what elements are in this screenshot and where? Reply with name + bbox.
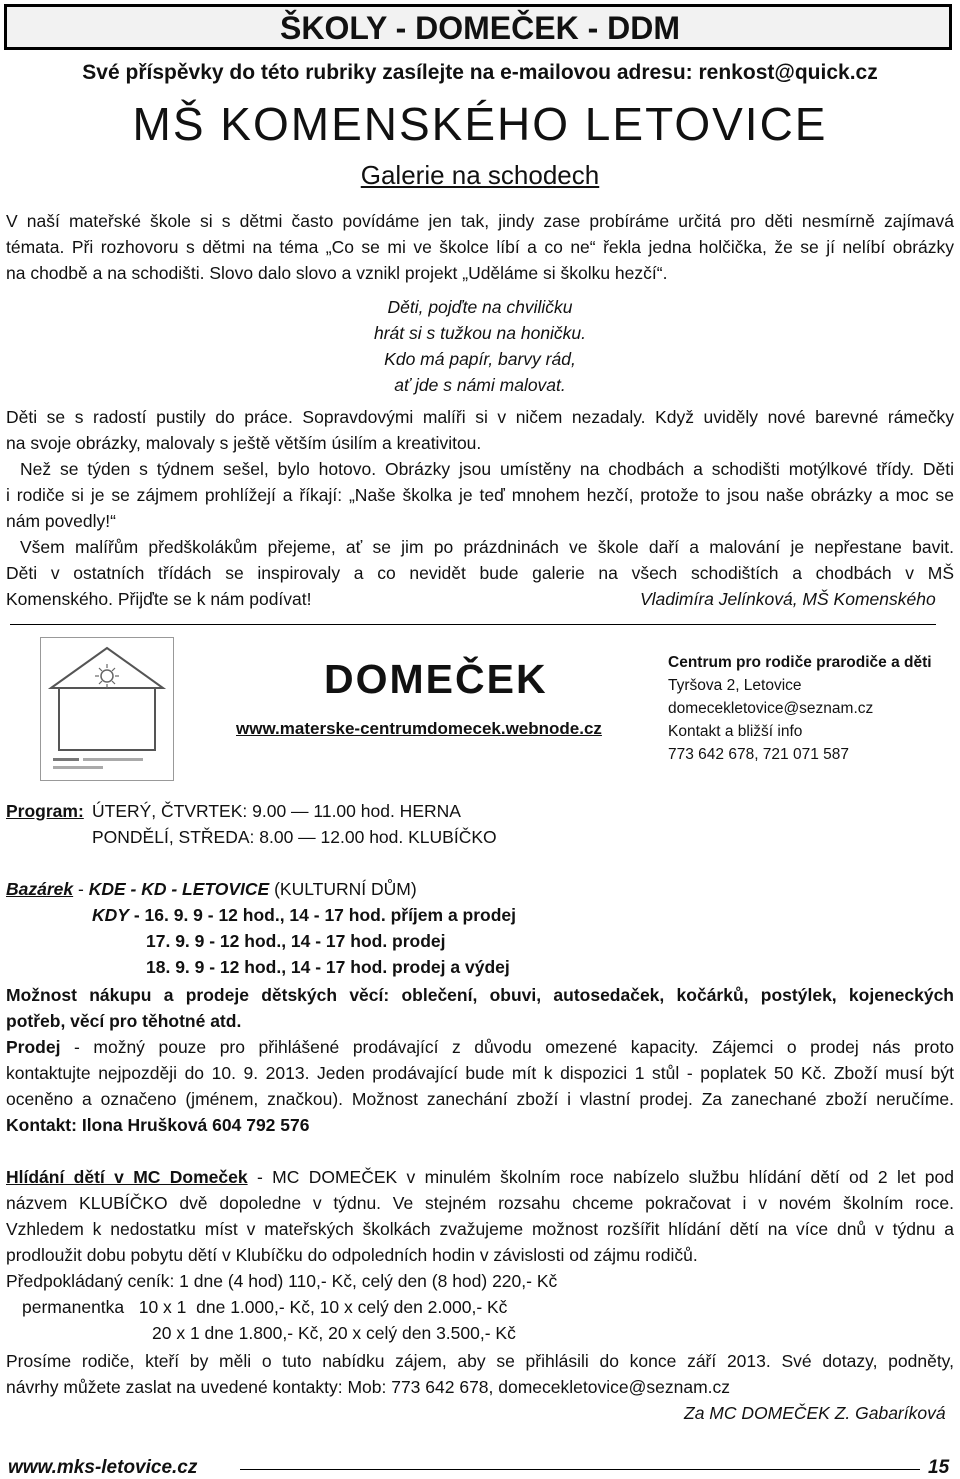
contact-name: Centrum pro rodiče prarodiče a děti xyxy=(668,654,932,671)
bazar-possibility-line: potřeb, věcí pro těhotné atd. xyxy=(6,1011,242,1031)
contact-address: Tyršova 2, Letovice xyxy=(668,677,802,694)
babysitting-line xyxy=(6,1164,954,1190)
program-label: Program: xyxy=(6,801,84,821)
article-title: MŠ KOMENSKÉHO LETOVICE xyxy=(132,98,828,150)
contact-phones: 773 642 678, 721 071 587 xyxy=(668,746,850,763)
poem-line: hrát si s tužkou na honičku. xyxy=(373,323,587,343)
footer-divider xyxy=(240,1469,920,1470)
bazar-date: 18. 9. 9 - 12 hod., 14 - 17 hod. prodej a výdej xyxy=(146,957,510,977)
bazar-prodej-line: oceněno a označeno (jménem, značkou). Možnost zanechání zboží i vlastní prodej. Za zanechané zboží neručíme. xyxy=(6,1089,954,1109)
body-line: Než se týden s týdnem sešel, bylo hotovo. Obrázky jsou umístěny na chodbách a schodišti motýlkové třídy. Děti xyxy=(20,459,954,479)
bazar-date: - 16. 9. 9 - 12 hod., 14 - 17 hod. příjem a prodej xyxy=(133,905,517,925)
domecek-website-link[interactable]: www.materske-centrumdomecek.webnode.cz xyxy=(236,719,602,738)
section-title: ŠKOLY - DOMEČEK - DDM xyxy=(279,10,681,46)
body-line: Děti se s radostí pustily do práce. Sopravdovými malíři si v ničem nezadaly. Když uviděly nové barevné rámečky xyxy=(6,407,954,427)
body-line: Komenského. Přijďte se k nám podívat! xyxy=(6,589,312,609)
section-divider xyxy=(10,624,936,625)
babysitting-line: názvem KLUBÍČKO dvě dopoledne v týdnu. Ve stejném rozsahu chceme pokračovat i v novém školním roce. xyxy=(6,1193,954,1213)
pricing-line: permanentka 10 x 1 dne 1.000,- Kč, 10 x celý den 2.000,- Kč xyxy=(22,1297,508,1317)
bazar-place: KDE - KD - LETOVICE xyxy=(88,879,270,899)
closing-line: návrhy můžete zaslat na uvedené kontakty: Mob: 773 642 678, domecekletovice@seznam.cz xyxy=(6,1377,731,1397)
domecek-title: DOMEČEK xyxy=(324,656,548,702)
bazar-label: Bazárek xyxy=(6,879,74,899)
closing-line: Prosíme rodiče, kteří by měli o tuto nabídku zájem, aby se přihlásili do konce září 2013. Své dotazy, podněty, xyxy=(6,1351,954,1371)
babysitting-line: Vzhledem k nedostatku míst v mateřských školkách zvažujeme možnost rozšířit hlídání dětí na více dnů v týdnu a xyxy=(6,1219,954,1239)
contact-email[interactable]: domecekletovice@seznam.cz xyxy=(668,700,874,717)
prodej-text: - možný pouze pro přihlášené prodávající z důvodu omezené kapacity. Zájemci o prodej nás proto xyxy=(60,1037,954,1057)
poem-line: Děti, pojďte na chviličku xyxy=(387,297,573,317)
babysitting-signature: Za MC DOMEČEK Z. Gabaríková xyxy=(684,1403,946,1423)
domecek-logo xyxy=(40,637,174,781)
bazar-date: 17. 9. 9 - 12 hod., 14 - 17 hod. prodej xyxy=(146,931,446,951)
page-number: 15 xyxy=(928,1457,950,1478)
intro-line: V naší mateřské škole si s dětmi často povídáme jen tak, jindy zase probíráme určitá pro děti nesmírně zajímavá xyxy=(6,211,954,231)
babysitting-line: prodloužit dobu pobytu dětí v Klubíčku do odpoledních hodin v závislosti od zájmu rodičů. xyxy=(6,1245,698,1265)
program-line: ÚTERÝ, ČTVRTEK: 9.00 — 11.00 hod. HERNA xyxy=(92,801,461,821)
intro-line: témata. Při rozhovoru s dětmi na téma „Co se mi ve školce líbí a co ne“ řekla jedna holčička, že se jí nelíbí obrázky xyxy=(6,237,954,257)
bazar-prodej-line xyxy=(6,1034,954,1060)
body-line: i rodiče si je se zájmem prohlížejí a říkají: „Naše školka je teď mnohem hezčí, protože to jsou naše obrázky a moc se xyxy=(6,485,954,505)
bazar-when-label: KDY xyxy=(92,905,129,925)
submission-note: Své příspěvky do této rubriky zasílejte na e-mailovou adresu: renkost@quick.cz xyxy=(82,61,878,84)
program-line: PONDĚLÍ, STŘEDA: 8.00 — 12.00 hod. KLUBÍČKO xyxy=(92,827,497,847)
body-line: nám povedly!“ xyxy=(6,511,116,531)
bazar-prodej-line: kontaktujte nejpozději do 10. 9. 2013. Jeden prodávající bude mít k dispozici 1 stůl - poplatek 50 Kč. Zboží musí být xyxy=(6,1063,954,1083)
bazar-dash: - xyxy=(73,879,89,899)
body-line: na svoje obrázky, malovaly s ještě větším úsilím a kreativitou. xyxy=(6,433,482,453)
prodej-label: Prodej xyxy=(6,1037,61,1057)
bazar-contact: Kontakt: Ilona Hrušková 604 792 576 xyxy=(6,1115,310,1135)
bazar-header xyxy=(6,876,417,902)
babysitting-label: Hlídání dětí v MC Domeček xyxy=(6,1167,248,1187)
poem-line: ať jde s námi malovat. xyxy=(394,375,566,395)
bazar-date-line xyxy=(92,902,516,928)
article-signature: Vladimíra Jelínková, MŠ Komenského xyxy=(640,589,936,609)
contact-info: Kontakt a bližší info xyxy=(668,723,803,740)
article-subtitle: Galerie na schodech xyxy=(360,160,600,190)
babysitting-text: - MC DOMEČEK v minulém školním roce nabízelo službu hlídání dětí od 2 let pod xyxy=(247,1167,954,1187)
pricing-line: Předpokládaný ceník: 1 dne (4 hod) 110,- Kč, celý den (8 hod) 220,- Kč xyxy=(6,1271,558,1291)
bazar-place-note: (KULTURNÍ DŮM) xyxy=(269,879,417,899)
body-line: Všem malířům předškolákům přejeme, ať se jim po prázdninách ve škole daří a malování je nepřestane bavit. xyxy=(20,537,954,557)
bazar-possibility-line: Možnost nákupu a prodeje dětských věcí: oblečení, obuvi, autosedaček, kočárků, postýlek, kojeneckých xyxy=(6,985,954,1005)
footer-website-link[interactable]: www.mks-letovice.cz xyxy=(8,1457,198,1478)
poem-line: Kdo má papír, barvy rád, xyxy=(384,349,576,369)
intro-line: na chodbě a na schodišti. Slovo dalo slovo a vznikl projekt „Uděláme si školku hezčí“. xyxy=(6,263,668,283)
pricing-line: 20 x 1 dne 1.800,- Kč, 20 x celý den 3.500,- Kč xyxy=(152,1323,516,1343)
body-line: Děti v ostatních třídách se inspirovaly a co nevidět bude galerie na všech schodištích a chodbách v MŠ xyxy=(6,563,954,583)
house-logo-icon xyxy=(41,638,173,780)
